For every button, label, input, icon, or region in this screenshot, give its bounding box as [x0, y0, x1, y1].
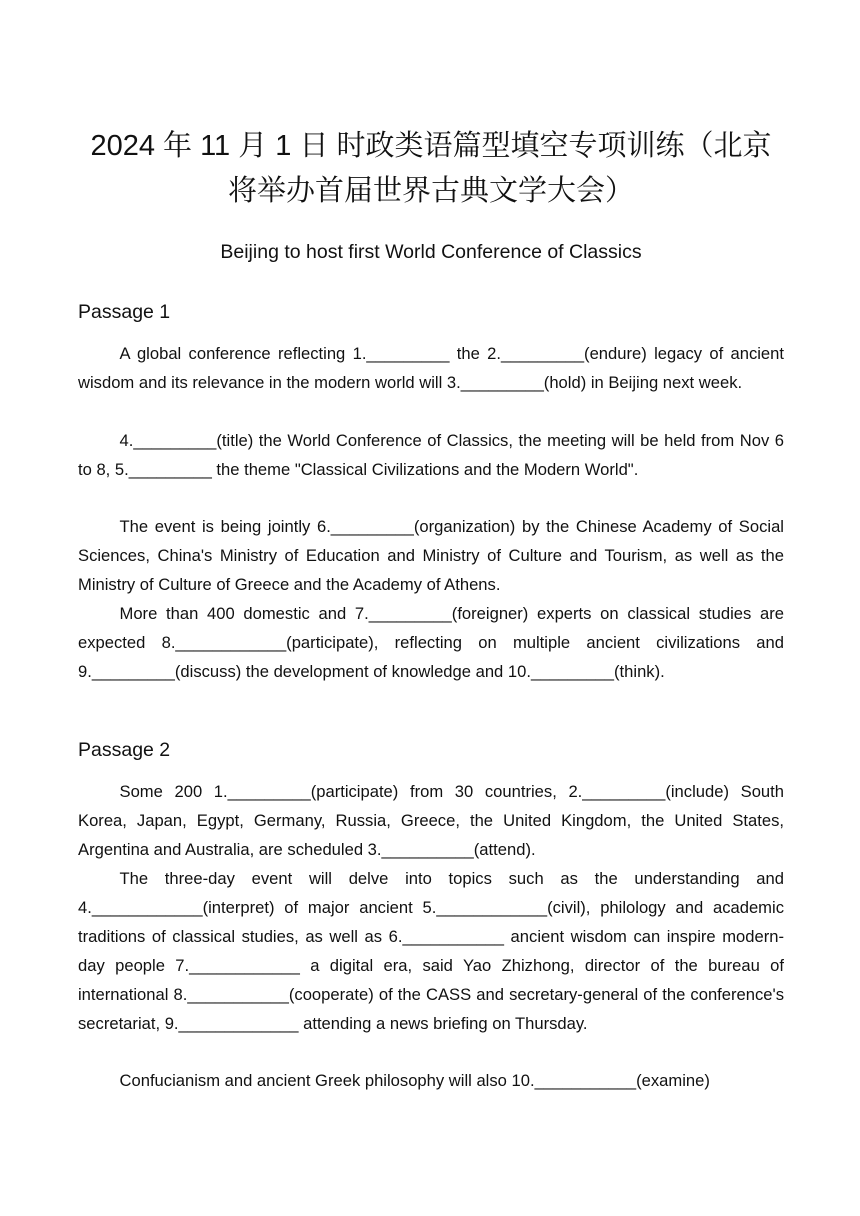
passage-1-paragraph: More than 400 domestic and 7._________(foreigner) experts on classical studies are expected 8.____________(participate), reflecting on multiple ancient civilizations and 9._________(discuss) the development of knowledge and 10._________(think).: [78, 604, 784, 681]
passage-2-paragraph: Some 200 1._________(participate) from 30 countries, 2._________(include) South Korea, Japan, Egypt, Germany, Russia, Greece, the United Kingdom, the United States, Argentina and Australia, are scheduled 3.__________(attend).: [78, 782, 784, 859]
document-title: 2024 年 11 月 1 日 时政类语篇型填空专项训练（北京将举办首届世界古典文学大会）: [90, 130, 772, 207]
passage-2-paragraph: The three-day event will delve into topics such as the understanding and 4.____________(interpret) of major ancient 5.____________(civil), philology and academic traditions of classical studies, as well as 6.___________ ancient wisdom can inspire modern-day people 7.____________ a digital era, said Yao Zhizhong, director of the bureau of international 8.___________(cooperate) of the CASS and secretary-general of the conference's secretariat, 9._____________ attending a news briefing on Thursday.: [78, 869, 784, 1033]
passage-2-paragraph: Confucianism and ancient Greek philosophy will also 10.___________(examine): [119, 1071, 710, 1090]
passage-1-paragraph: A global conference reflecting 1._________ the 2._________(endure) legacy of ancient wisdom and its relevance in the modern world will 3._________(hold) in Beijing next week.: [78, 344, 784, 392]
passage-2-heading: Passage 2: [78, 739, 171, 761]
passage-1-paragraph: 4._________(title) the World Conference of Classics, the meeting will be held from Nov 6 to 8, 5._________ the theme "Classical Civilizations and the Modern World".: [78, 431, 784, 479]
passage-1-heading: Passage 1: [78, 301, 171, 323]
document-subtitle: Beijing to host first World Conference of Classics: [220, 241, 642, 263]
passage-1-paragraph: The event is being jointly 6._________(organization) by the Chinese Academy of Social Sciences, China's Ministry of Education and Ministry of Culture and Tourism, as well as the Ministry of Culture of Greece and the Academy of Athens.: [78, 517, 784, 594]
